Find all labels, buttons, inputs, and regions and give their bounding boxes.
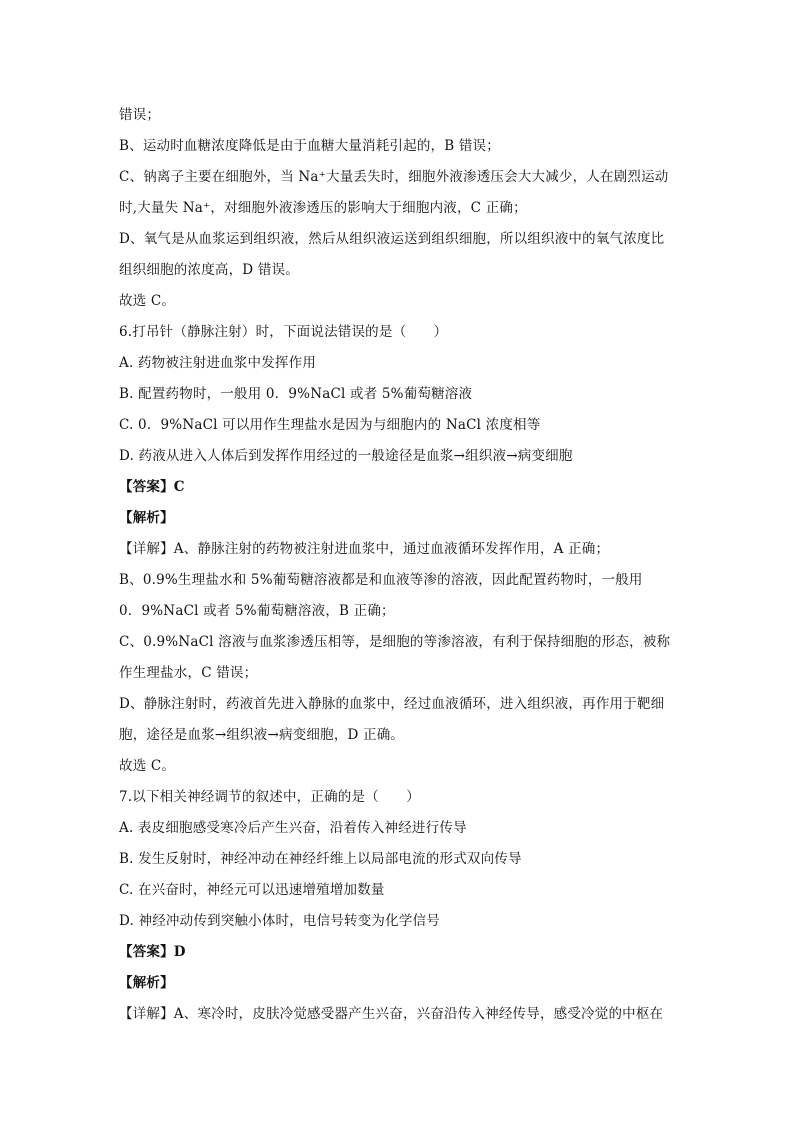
- text-line: 作生理盐水，C 错误；: [119, 665, 258, 681]
- question-7-stem: 7.以下相关神经调节的叙述中，正确的是（ ）: [119, 789, 420, 805]
- text-line: 0．9%NaCl 或者 5%葡萄糖溶液，B 正确；: [119, 603, 395, 619]
- answer-label: 【答案】D: [119, 944, 186, 960]
- text-line: 胞，途径是血浆→组织液→病变细胞，D 正确。: [119, 727, 405, 743]
- text-line: C、钠离子主要在细胞外，当 Na⁺大量丢失时，细胞外液渗透压会大大减少，人在剧烈运动: [119, 169, 669, 185]
- analysis-label: 【解析】: [119, 510, 174, 526]
- question-7-option-c: C. 在兴奋时，神经元可以迅速增殖增加数量: [119, 882, 385, 898]
- text-line: D、氧气是从血浆运到组织液，然后从组织液运送到组织细胞，所以组织液中的氧气浓度比: [119, 231, 665, 247]
- text-line: 时,大量失 Na⁺，对细胞外液渗透压的影响大于细胞内液，C 正确；: [119, 200, 527, 216]
- question-6-stem: 6.打吊针（静脉注射）时，下面说法错误的是（ ）: [119, 324, 448, 340]
- text-line: D、静脉注射时，药液首先进入静脉的血浆中，经过血液循环，进入组织液，再作用于靶细: [119, 696, 665, 712]
- question-6-option-b: B. 配置药物时，一般用 0．9%NaCl 或者 5%葡萄糖溶液: [119, 386, 473, 402]
- text-line: B、运动时血糖浓度降低是由于血糖大量消耗引起的，B 错误；: [119, 138, 500, 154]
- answer-label: 【答案】C: [119, 479, 185, 495]
- question-7-option-d: D. 神经冲动传到突触小体时，电信号转变为化学信号: [119, 913, 440, 929]
- question-6-option-d: D. 药液从进入人体后到发挥作用经过的一般途径是血浆→组织液→病变细胞: [119, 448, 573, 464]
- question-6-option-a: A. 药物被注射进血浆中发挥作用: [119, 355, 317, 371]
- text-line: 组织细胞的浓度高，D 错误。: [119, 262, 299, 278]
- analysis-label: 【解析】: [119, 975, 174, 991]
- question-6-option-c: C. 0．9%NaCl 可以用作生理盐水是因为与细胞内的 NaCl 浓度相等: [119, 417, 541, 433]
- text-line: 【详解】A、静脉注射的药物被注射进血浆中，通过血液循环发挥作用，A 正确；: [119, 541, 610, 557]
- text-line: B、0.9%生理盐水和 5%葡萄糖溶液都是和血液等渗的溶液，因此配置药物时，一般用: [119, 572, 643, 588]
- text-line: 【详解】A、寒冷时，皮肤冷觉感受器产生兴奋，兴奋沿传入神经传导，感受冷觉的中枢在: [119, 1006, 664, 1022]
- question-7-option-a: A. 表皮细胞感受寒冷后产生兴奋，沿着传入神经进行传导: [119, 820, 467, 836]
- text-line: 故选 C。: [119, 293, 176, 309]
- text-line: C、0.9%NaCl 溶液与血浆渗透压相等，是细胞的等渗溶液，有利于保持细胞的形态，被称: [119, 634, 671, 650]
- question-7-option-b: B. 发生反射时，神经冲动在神经纤维上以局部电流的形式双向传导: [119, 851, 522, 867]
- text-line: 故选 C。: [119, 758, 176, 774]
- text-line: 错误；: [119, 107, 161, 123]
